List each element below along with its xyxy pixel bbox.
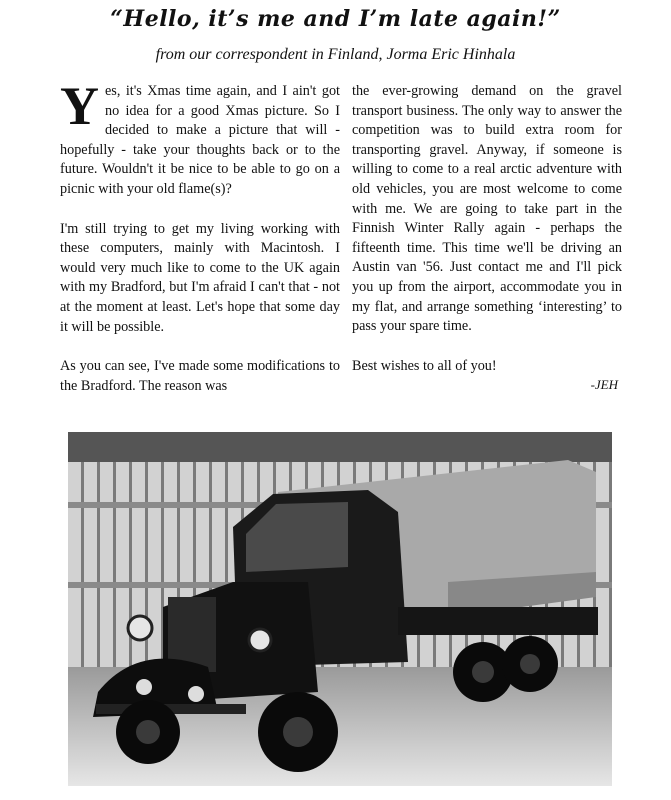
paragraph-2: I'm still trying to get my living working with these computers, mainly with Macintosh. I would very much like to come to the UK again with my Bradford, but I'm afraid I can't that - not at the moment at least. Let's hope that some day it will be possible. — [60, 220, 340, 335]
truck-illustration — [68, 432, 612, 786]
sign-off — [352, 357, 622, 397]
closing-line: Best wishes to all of you! — [352, 357, 497, 374]
drop-cap: Y — [60, 76, 99, 136]
paragraph-1-text: es, it's Xmas time again, and I ain't got no idea for a good Xmas picture. So I decided to make a picture that will - hopefully - take your thoughts back or to the future. Wouldn't it be nice to be able to go on a picnic with your old flame(s)? — [60, 83, 340, 197]
article-title: “Hello, it’s me and I’m late again!” — [110, 6, 561, 32]
truck-photo — [68, 432, 612, 786]
paragraph-3: As you can see, I've made some modifications to the Bradford. The reason was — [60, 358, 340, 394]
right-column — [352, 82, 622, 397]
signature: -JEH — [590, 376, 618, 392]
left-column — [60, 76, 340, 396]
paragraph-1 — [60, 76, 340, 200]
article-byline: from our correspondent in Finland, Jorma Eric Hinhala — [155, 46, 516, 63]
paragraph-4: the ever-growing demand on the gravel transport business. The only way to answer the competition was to build extra room for transporting gravel. Anyway, if someone is willing to come to a real arctic adventure with old vehicles, you are most welcome to come with me. We are going to take part in the Finnish Winter Rally again - perhaps the fifteenth time. This time we'll be driving an Austin van '56. Just contact me and I'll pick you up from the airport, accommodate you in my flat, and arrange something ‘interesting’ to pass your spare time. — [352, 83, 622, 335]
